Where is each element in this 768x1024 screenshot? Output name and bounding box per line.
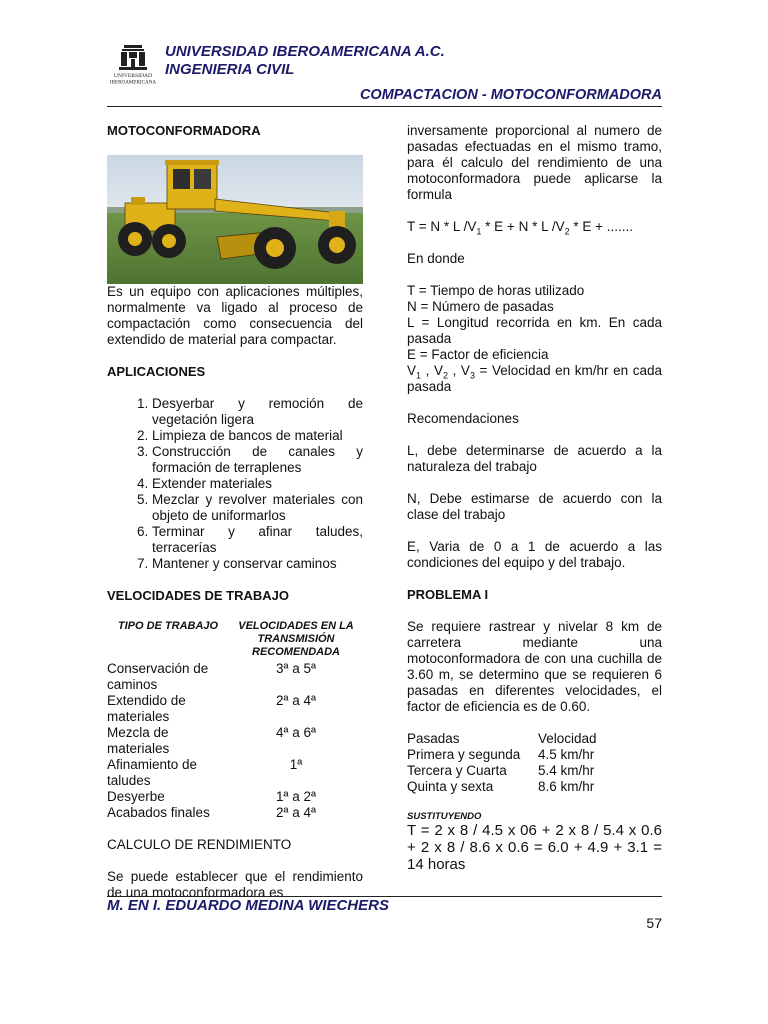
var-l: L = Longitud recorrida en km. En cada pasada bbox=[407, 315, 662, 346]
var-e: E = Factor de eficiencia bbox=[407, 347, 549, 362]
problem-statement: Se requiere rastrear y nivelar 8 km de carretera mediante una motoconformadora de con una cuchilla de 3.60 m, se determino que se requieren 6 pasadas en diferentes velocidades, el factor de eficiencia es de 0.60. bbox=[407, 619, 662, 714]
gear-range-cell: 3ª a 5ª bbox=[275, 661, 317, 676]
recommendations-heading: Recomendaciones bbox=[407, 411, 519, 426]
intro-paragraph: Es un equipo con aplicaciones múltiples, normalmente va ligado al proceso de compactación como consecuencia del extendido de material para compactar. bbox=[107, 284, 363, 347]
activity-cell: Desyerbe bbox=[107, 789, 165, 804]
gear-range-cell: 1ª bbox=[289, 757, 303, 772]
continuation-paragraph: inversamente proporcional al numero de pasadas efectuadas en el mismo tramo, para él calculo del rendimiento de una motoconformadora puede aplicarse la formula bbox=[407, 123, 662, 202]
section-heading-calculo: CALCULO DE RENDIMIENTO bbox=[107, 837, 292, 852]
list-item: 5. Mezclar y revolver materiales con objeto de uniformarlos bbox=[152, 492, 363, 524]
university-name: UNIVERSIDAD IBEROAMERICANA A.C. bbox=[165, 43, 445, 60]
table-row bbox=[107, 789, 363, 805]
substitution-label: SUSTITUYENDO bbox=[407, 811, 482, 822]
var-t: T = Tiempo de horas utilizado bbox=[407, 283, 585, 298]
recommendation-e: E, Varia de 0 a 1 de acuerdo a las condiciones del equipo y del trabajo. bbox=[407, 539, 662, 570]
list-item: 7. Mantener y conservar caminos bbox=[152, 556, 363, 572]
substitution-equation: T = 2 x 8 / 4.5 x 06 + 2 x 8 / 5.4 x 0.6 + 2 x 8 / 8.6 x 0.6 = 6.0 + 4.9 + 3.1 = 14 horas bbox=[407, 822, 662, 873]
table-header-row bbox=[407, 731, 597, 747]
faculty-name: INGENIERIA CIVIL bbox=[165, 61, 295, 78]
gear-range-cell: 2ª a 4ª bbox=[275, 693, 317, 708]
motor-grader-photo bbox=[107, 155, 363, 284]
table-row bbox=[407, 747, 597, 763]
column-header-velocidades: VELOCIDADES EN LA TRANSMISIÓN RECOMENDADA bbox=[238, 620, 354, 658]
table-header-row bbox=[107, 620, 363, 661]
column-header-velocidad: Velocidad bbox=[538, 731, 597, 746]
page-header bbox=[107, 42, 662, 108]
table-row bbox=[407, 779, 597, 795]
time-formula: T = N * L $/V_1 * E + N * L$ $/V_2$ * E + ....... bbox=[407, 219, 634, 237]
speed-cell: 8.6 km/hr bbox=[538, 779, 595, 794]
where-label: En donde bbox=[407, 251, 465, 266]
table-row bbox=[107, 805, 363, 821]
table-row bbox=[107, 725, 363, 757]
var-v: $V_1$ , $V_2$ , $V_3$ = Velocidad en km/hr en cada pasada bbox=[407, 363, 663, 394]
var-n: N = Número de pasadas bbox=[407, 299, 554, 314]
column-header-tipo: TIPO DE TRABAJO bbox=[117, 620, 219, 632]
gear-range-cell: 4ª a 6ª bbox=[275, 725, 317, 740]
section-heading-aplicaciones: APLICACIONES bbox=[107, 364, 206, 379]
pass-cell: Primera y segunda bbox=[407, 747, 521, 762]
pass-cell: Tercera y Cuarta bbox=[407, 763, 507, 778]
column-header-pasadas: Pasadas bbox=[407, 731, 460, 746]
activity-cell: Extendido de materiales bbox=[107, 693, 186, 724]
speed-cell: 4.5 km/hr bbox=[538, 747, 595, 762]
section-heading-motoconformadora: MOTOCONFORMADORA bbox=[107, 123, 261, 138]
table-row bbox=[407, 763, 597, 779]
speed-cell: 5.4 km/hr bbox=[538, 763, 595, 778]
list-item: 2. Limpieza de bancos de material bbox=[152, 428, 363, 444]
gear-range-cell: 1ª a 2ª bbox=[275, 789, 317, 804]
header-divider bbox=[107, 106, 662, 107]
applications-list bbox=[107, 396, 363, 572]
section-heading-velocidades: VELOCIDADES DE TRABAJO bbox=[107, 588, 290, 603]
svg-text:IBEROAMERICANA: IBEROAMERICANA bbox=[109, 79, 157, 86]
activity-cell: Mezcla de materiales bbox=[107, 725, 170, 756]
list-item: 6. Terminar y afinar taludes, terracerías bbox=[152, 524, 363, 556]
recommendation-n: N, Debe estimarse de acuerdo con la clase del trabajo bbox=[407, 491, 662, 522]
page-number: 57 bbox=[646, 915, 662, 931]
pass-cell: Quinta y sexta bbox=[407, 779, 494, 794]
list-item: 1. Desyerbar y remoción de vegetación ligera bbox=[152, 396, 363, 428]
activity-cell: Afinamiento de taludes bbox=[107, 757, 198, 788]
work-speeds-table bbox=[107, 620, 363, 821]
gear-range-cell: 2ª a 4ª bbox=[275, 805, 317, 820]
author-name: M. EN I. EDUARDO MEDINA WIECHERS bbox=[107, 897, 389, 914]
calc-paragraph: Se puede establecer que el rendimiento de una motoconformadora es bbox=[107, 869, 363, 900]
activity-cell: Conservación de caminos bbox=[107, 661, 209, 692]
right-column bbox=[407, 123, 662, 873]
list-item: 4. Extender materiales bbox=[152, 476, 363, 492]
recommendation-l: L, debe determinarse de acuerdo a la naturaleza del trabajo bbox=[407, 443, 662, 474]
table-row bbox=[107, 693, 363, 725]
table-row bbox=[107, 757, 363, 789]
variable-definitions bbox=[407, 283, 662, 395]
section-heading-problema: PROBLEMA I bbox=[407, 587, 489, 602]
svg-text:UNIVERSIDAD: UNIVERSIDAD bbox=[113, 73, 153, 79]
list-item: 3. Construcción de canales y formación de terraplenes bbox=[152, 444, 363, 476]
university-logo bbox=[107, 44, 159, 86]
left-column bbox=[107, 123, 363, 901]
section-title: COMPACTACION - MOTOCONFORMADORA bbox=[359, 87, 662, 103]
pass-speeds-table bbox=[407, 731, 597, 795]
table-row bbox=[107, 661, 363, 693]
activity-cell: Acabados finales bbox=[107, 805, 210, 820]
